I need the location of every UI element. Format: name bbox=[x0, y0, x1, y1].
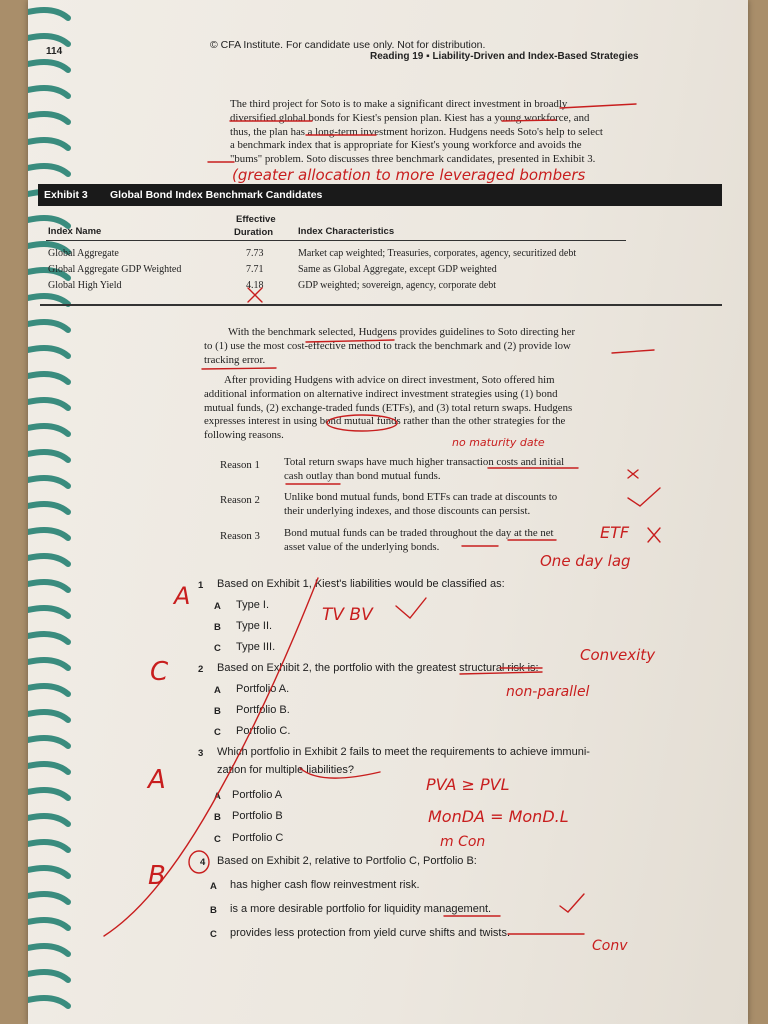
table-cell-characteristics: Same as Global Aggregate, except GDP weighted bbox=[298, 264, 497, 275]
question-text: zation for multiple liabilities? bbox=[217, 764, 354, 776]
table-cell-duration: 4.18 bbox=[246, 280, 264, 291]
ink-note-oneday: One day lag bbox=[540, 552, 631, 570]
ink-note-intro: (greater allocation to more leveraged bombers bbox=[232, 166, 586, 184]
intro-line: "bums" problem. Soto discusses three benchmark candidates, presented in Exhibit 3. bbox=[230, 153, 596, 166]
reason-text bbox=[284, 527, 644, 555]
question-number: 3 bbox=[198, 748, 204, 759]
option-letter: A bbox=[210, 881, 217, 892]
ink-answer-q2: C bbox=[150, 657, 169, 687]
para-line: mutual funds, (2) exchange-traded funds (ETFs), and (3) total return swaps. Hudgens bbox=[204, 401, 573, 414]
option-letter: A bbox=[214, 685, 221, 696]
reason-line: asset value of the underlying bonds. bbox=[284, 540, 440, 553]
para-line: After providing Hudgens with advice on direct investment, Soto offered him bbox=[224, 374, 555, 386]
reason-line: their underlying indexes, and those discounts can persist. bbox=[284, 504, 531, 517]
option-letter: C bbox=[214, 727, 221, 738]
ink-note-mcon: m Con bbox=[440, 834, 486, 850]
option-text[interactable]: has higher cash flow reinvestment risk. bbox=[230, 879, 420, 891]
option-letter: A bbox=[214, 601, 221, 612]
intro-line: diversified global bonds for Kiest's pension plan. Kiest has a young workforce, and bbox=[230, 111, 590, 124]
ink-note-q1: TV BV bbox=[322, 605, 373, 625]
reason-line: Bond mutual funds can be traded throughout the day at the net bbox=[284, 527, 554, 539]
question-text: Based on Exhibit 1, Kiest's liabilities would be classified as: bbox=[217, 578, 505, 590]
para-line: tracking error. bbox=[204, 353, 266, 366]
option-text[interactable]: Portfolio C. bbox=[236, 725, 291, 737]
col-header-duration-2: Duration bbox=[234, 227, 274, 238]
option-letter: C bbox=[214, 643, 221, 654]
reason-text bbox=[284, 456, 644, 484]
option-text[interactable]: Portfolio B. bbox=[236, 704, 290, 716]
reason-line: Unlike bond mutual funds, bond ETFs can trade at discounts to bbox=[284, 491, 558, 503]
table-header-rule bbox=[46, 240, 626, 241]
table-cell-name: Global Aggregate bbox=[48, 248, 119, 259]
option-letter: A bbox=[214, 791, 221, 802]
para-line: With the benchmark selected, Hudgens provides guidelines to Soto directing her bbox=[228, 326, 576, 338]
option-text[interactable]: is a more desirable portfolio for liquidity management. bbox=[230, 903, 492, 915]
para-line: additional information on alternative indirect investment strategies using (1) bond bbox=[204, 387, 558, 400]
para-line: expresses interest in using bond mutual funds rather than the other strategies for the bbox=[204, 415, 566, 428]
option-text[interactable]: Type I. bbox=[236, 599, 270, 611]
intro-paragraph bbox=[230, 98, 632, 167]
reason-label: Reason 3 bbox=[220, 530, 260, 542]
option-text[interactable]: Portfolio A bbox=[232, 789, 283, 801]
intro-line: a benchmark index that is appropriate for Kiest's young workforce and avoids the bbox=[230, 139, 582, 152]
col-header-duration-1: Effective bbox=[236, 214, 276, 225]
option-letter: B bbox=[214, 812, 221, 823]
col-header-index-name: Index Name bbox=[48, 226, 102, 237]
reason-text bbox=[284, 491, 644, 519]
para-line: following reasons. bbox=[204, 429, 284, 442]
table-cell-duration: 7.73 bbox=[246, 248, 264, 259]
ink-note-conv: Conv bbox=[592, 938, 628, 954]
ink-note-etf: ETF bbox=[600, 523, 630, 542]
question-number: 1 bbox=[198, 580, 204, 591]
guidelines-paragraph bbox=[204, 326, 656, 367]
ink-answer-q3: A bbox=[148, 765, 166, 795]
option-letter: B bbox=[210, 905, 217, 916]
ink-note-pv: PVA ≥ PVL bbox=[426, 775, 510, 794]
intro-line: thus, the plan has a long-term investment horizon. Hudgens needs Soto's help to select bbox=[230, 125, 603, 138]
intro-line: The third project for Soto is to make a significant direct investment in broadly bbox=[230, 98, 568, 110]
option-text[interactable]: Portfolio C bbox=[232, 832, 284, 844]
ink-note-nonparallel: non-parallel bbox=[506, 684, 590, 700]
reason-line: cash outlay than bond mutual funds. bbox=[284, 469, 441, 482]
table-cell-duration: 7.71 bbox=[246, 264, 264, 275]
ink-note-convexity: Convexity bbox=[580, 646, 656, 664]
reason-label: Reason 2 bbox=[220, 494, 260, 506]
page-number: 114 bbox=[46, 46, 63, 57]
option-text[interactable]: Portfolio A. bbox=[236, 683, 290, 695]
copyright-notice: © CFA Institute. For candidate use only. Not for distribution. bbox=[210, 39, 486, 51]
ink-answer-q4: B bbox=[148, 861, 166, 891]
reason-line: Total return swaps have much higher transaction costs and initial bbox=[284, 456, 565, 468]
option-text[interactable]: Type II. bbox=[236, 620, 273, 632]
table-cell-characteristics: Market cap weighted; Treasuries, corporates, agency, securitized debt bbox=[298, 248, 577, 259]
ink-note-mond: MonDA = MonD.L bbox=[428, 807, 569, 826]
option-letter: B bbox=[214, 622, 221, 633]
option-text[interactable]: Type III. bbox=[236, 641, 276, 653]
col-header-characteristics: Index Characteristics bbox=[298, 226, 395, 237]
question-number: 4 bbox=[200, 857, 206, 868]
indirect-strategies-paragraph bbox=[204, 374, 656, 443]
para-line: to (1) use the most cost-effective method to track the benchmark and (2) provide low bbox=[204, 339, 571, 352]
reading-title: Reading 19 ▪ Liability-Driven and Index-Based Strategies bbox=[370, 51, 639, 62]
question-text: Which portfolio in Exhibit 2 fails to meet the requirements to achieve immuni- bbox=[217, 746, 590, 758]
exhibit-title-bar bbox=[38, 184, 722, 206]
option-letter: C bbox=[210, 929, 217, 940]
ink-answer-q1: A bbox=[174, 582, 191, 610]
question-text: Based on Exhibit 2, relative to Portfolio C, Portfolio B: bbox=[217, 855, 477, 867]
table-bottom-rule bbox=[40, 304, 722, 306]
ink-note-reason1: no maturity date bbox=[452, 436, 545, 449]
spiral-binding bbox=[28, 0, 76, 1024]
exhibit-title: Global Bond Index Benchmark Candidates bbox=[110, 189, 323, 201]
option-text[interactable]: Portfolio B bbox=[232, 810, 283, 822]
table-cell-characteristics: GDP weighted; sovereign, agency, corporate debt bbox=[298, 280, 497, 291]
question-text: Based on Exhibit 2, the portfolio with the greatest structural risk is: bbox=[217, 662, 539, 674]
exhibit-label: Exhibit 3 bbox=[44, 189, 88, 201]
reason-label: Reason 1 bbox=[220, 459, 260, 471]
question-number: 2 bbox=[198, 664, 204, 675]
option-letter: C bbox=[214, 834, 221, 845]
table-cell-name: Global High Yield bbox=[48, 280, 122, 291]
table-cell-name: Global Aggregate GDP Weighted bbox=[48, 264, 182, 275]
option-letter: B bbox=[214, 706, 221, 717]
option-text[interactable]: provides less protection from yield curve shifts and twists. bbox=[230, 927, 511, 939]
